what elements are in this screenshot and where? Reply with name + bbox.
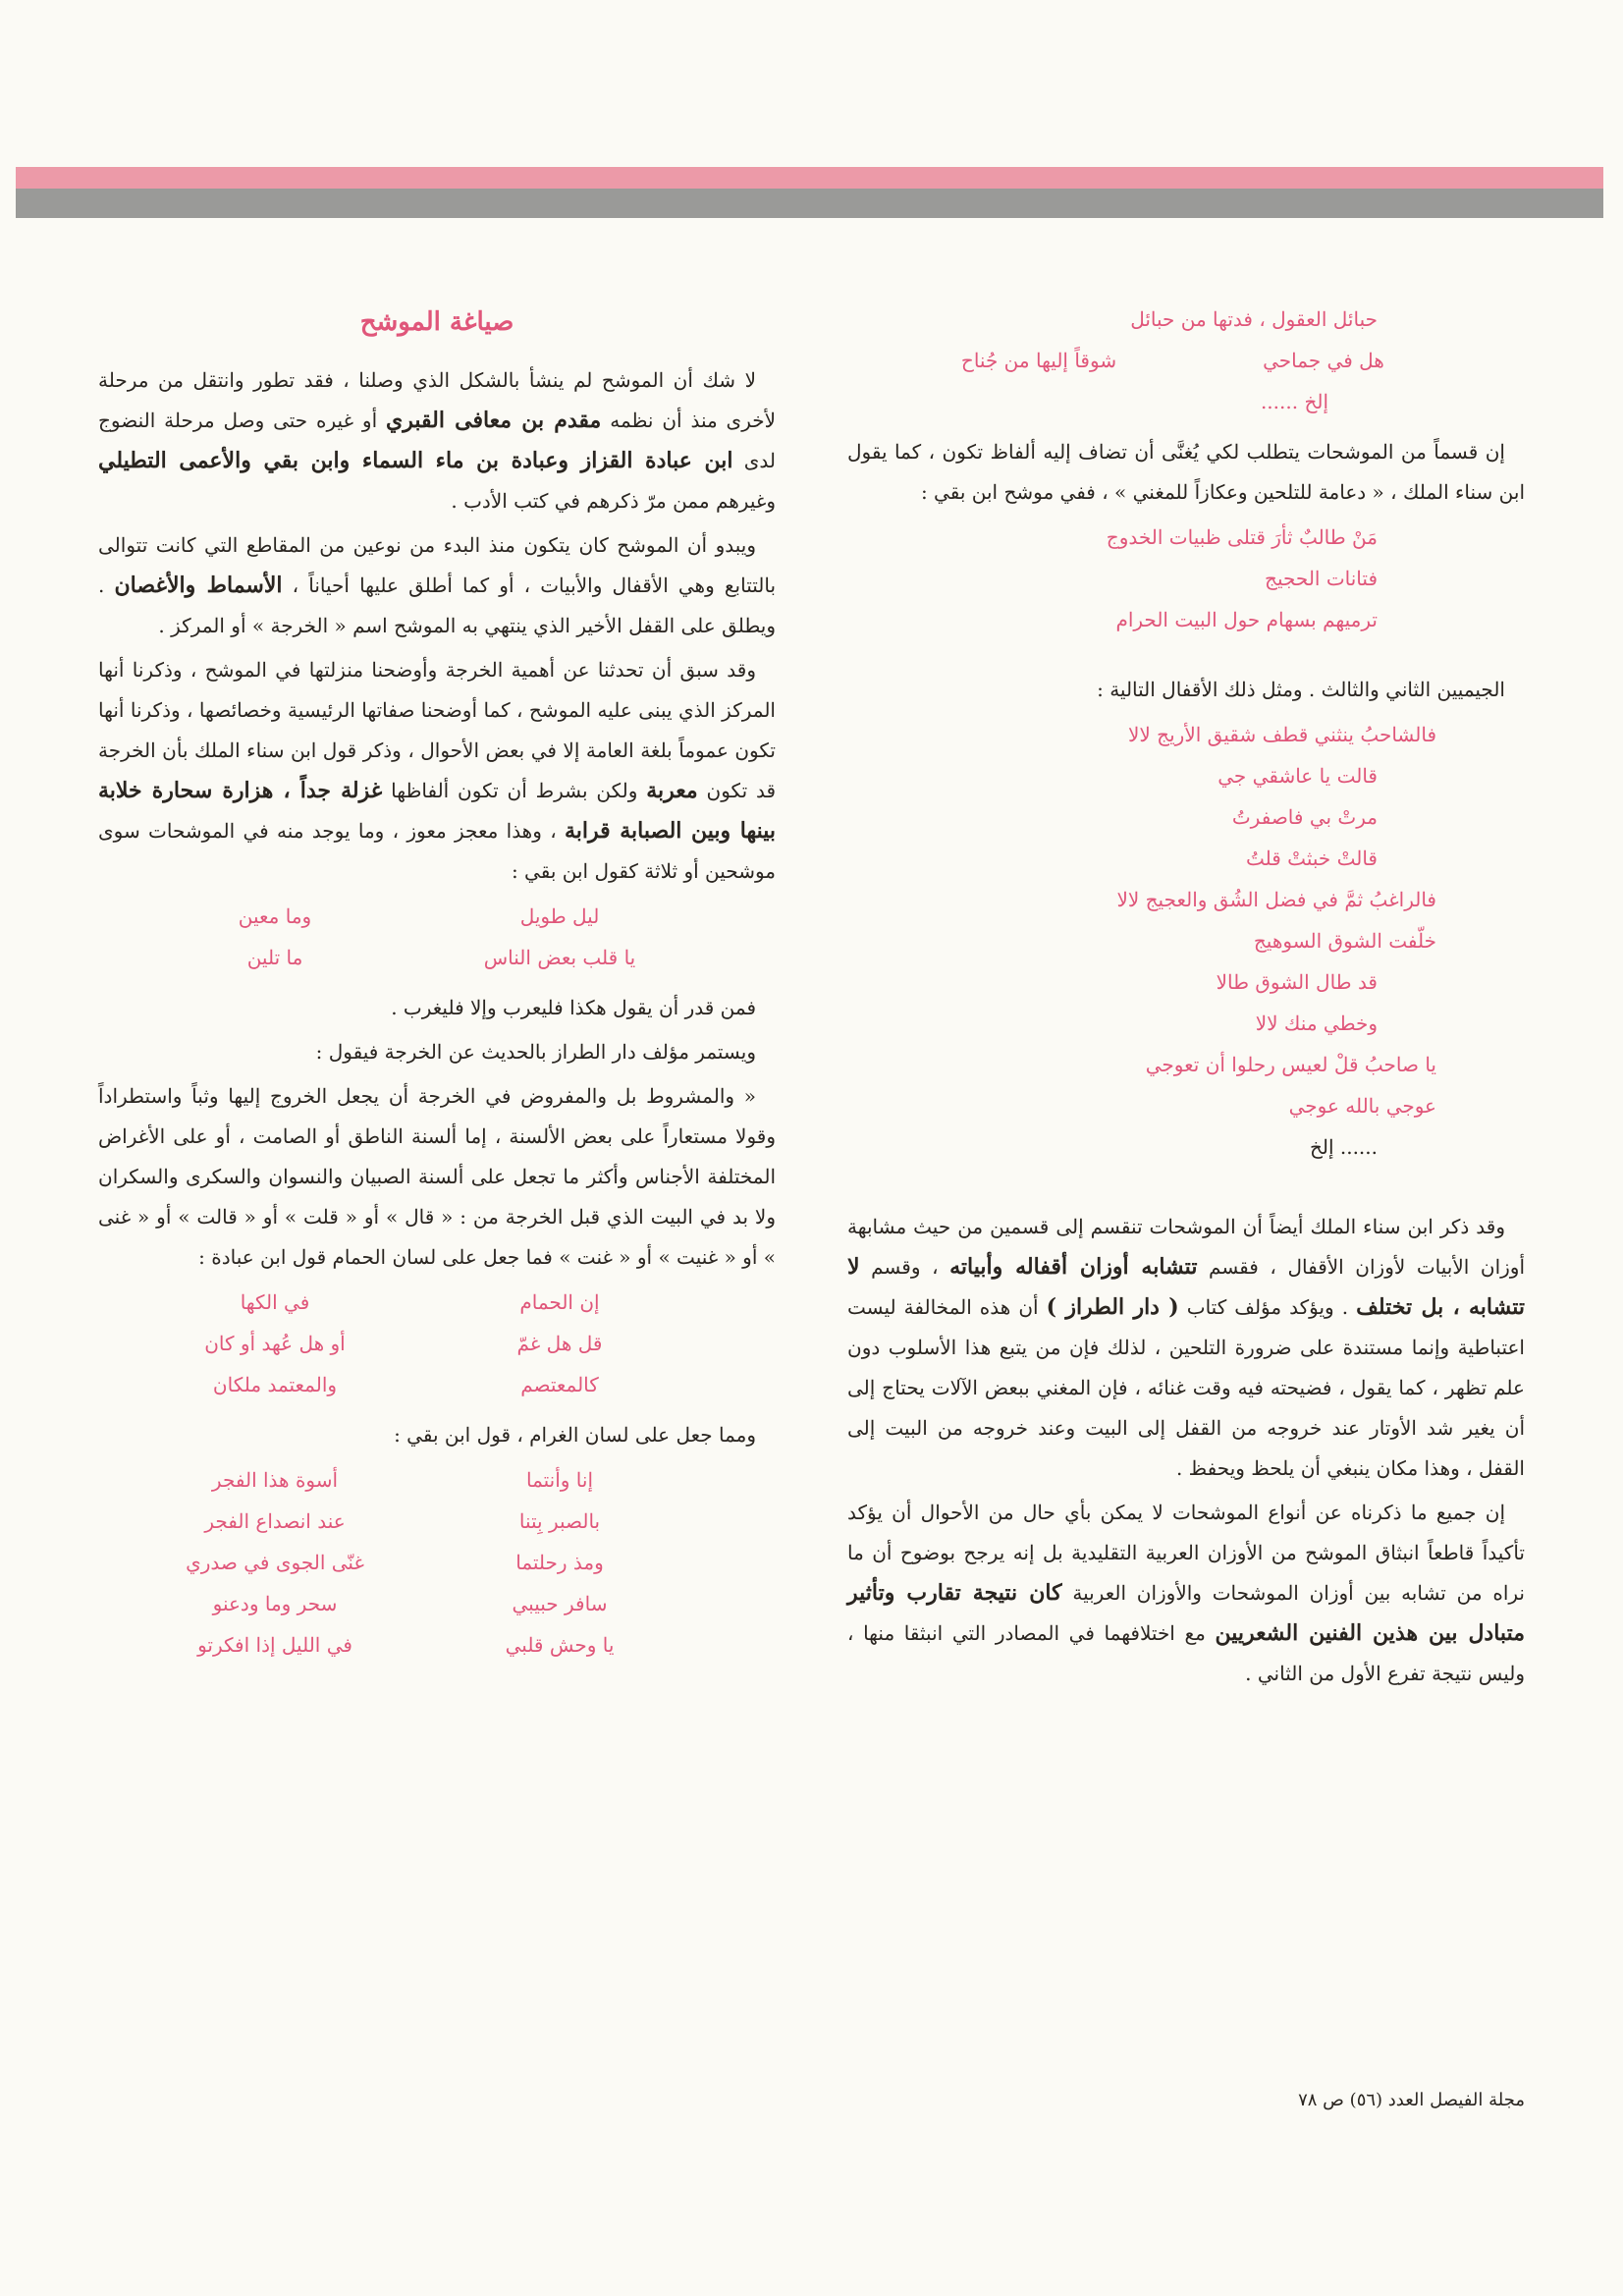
verse-hemistich: قل هل غمّ <box>516 1332 603 1355</box>
verse-hemistich: كالمعتصم <box>520 1373 599 1396</box>
verse-hemistich: والمعتمد ملكان <box>212 1373 338 1396</box>
verse-1 <box>847 299 1525 422</box>
verse-line: قالت يا عاشقي جي <box>1217 764 1378 788</box>
page-footer: مجلة الفيصل العدد (٥٦) ص ٧٨ <box>1298 2090 1525 2110</box>
verse-line: فالشاحبُ ينثني قطف شقيق الأريج لالا <box>1128 723 1436 746</box>
paragraph: فمن قدر أن يقول هكذا فليعرب وإلا فليغرب . <box>391 996 756 1019</box>
verse-hemistich: ليل طويل <box>519 904 600 928</box>
paragraph: الجيميين الثاني والثالث . ومثل ذلك الأقفال التالية : <box>1097 678 1505 701</box>
verse-hemistich: في الليل إذا افكرتو <box>197 1633 352 1657</box>
verse-hemistich: عند انصداع الفجر <box>204 1509 346 1533</box>
verse-line: خلّفت الشوق السوهيج <box>1253 929 1436 953</box>
bold-phrase: غزلة جداً ، هزارة سحارة خلابة بينها وبين الصبابة قرابة <box>98 778 776 844</box>
bold-phrase: الأسماط والأغصان <box>114 573 283 598</box>
verse-hemistich: أسوة هذا الفجر <box>211 1468 339 1492</box>
section-title: صياغة الموشح <box>359 307 514 337</box>
paragraph: ومما جعل على لسان الغرام ، قول ابن بقي : <box>394 1423 756 1447</box>
left-column <box>98 295 776 1675</box>
verse-line: مرتْ بي فاصفرتُ <box>1231 805 1378 829</box>
verse-6 <box>98 1459 776 1666</box>
bold-phrase: مقدم بن معافى القبري <box>386 408 602 433</box>
verse-line: إلخ ...... <box>1260 390 1328 413</box>
bold-phrase: كان نتيجة تقارب وتأثير متبادل بين هذين الفنين الشعريين <box>847 1580 1525 1646</box>
verse-line: ترميهم بسهام حول البيت الحرام <box>1115 608 1378 631</box>
bold-phrase: ( دار الطراز ) <box>1046 1294 1179 1320</box>
header-band-gray <box>16 189 1603 218</box>
verse-hemistich: إن الحمام <box>519 1290 600 1314</box>
verse-hemistich: سافر حبيبي <box>512 1592 608 1615</box>
verse-5 <box>98 1282 776 1405</box>
verse-line: قد طال الشوق طالا <box>1216 970 1378 994</box>
bold-phrase: ابن عبادة القزاز وعبادة بن ماء السماء وابن بقي والأعمى التطيلي <box>98 448 733 473</box>
paragraph: وقد ذكر ابن سناء الملك أيضاً أن الموشحات تنقسم إلى قسمين من حيث مشابهة أوزان الأبيات لأوزان الأقفال ، فقسم تتشابه أوزان أقفاله وأبياته ، وقسم لا تتشابه ، بل تختلف . ويؤكد مؤلف كتاب ( دار الطراز ) أن هذه المخالفة ليست اعتباطية وإنما مستندة على ضرورة التلحين ، لذلك فإن من يتبع هذا الأسلوب دون علم تظهر ، كما يقول ، فضيحته فيه وقت غنائه ، فإن المغني ببعض الآلات يحتاج إلى أن يغير شد الأوتار عند خروجه من القفل إلى البيت وعند خروجه من البيت إلى القفل ، وهذا مكان ينبغي أن يلحظ ويحفظ . <box>847 1215 1526 1480</box>
verse-line: يا صاحبُ قلْ لعيس رحلوا أن تعوجي <box>1145 1053 1436 1076</box>
verse-hemistich: أو هل عُهد أو كان <box>204 1332 346 1355</box>
verse-2 <box>847 517 1525 640</box>
verse-hemistich: إنا وأنتما <box>525 1468 594 1492</box>
verse-hemistich: بالصبر بِتنا <box>518 1509 601 1533</box>
verse-line: قالتْ خبثتْ قلتُ <box>1246 847 1378 870</box>
verse-line: ...... إلخ <box>1309 1135 1378 1159</box>
header-band-pink <box>16 167 1603 189</box>
verse-line: وخطي منك لالا <box>1255 1011 1378 1035</box>
paragraph: إن جميع ما ذكرناه عن أنواع الموشحات لا يمكن بأي حال من الأحوال أن يؤكد تأكيداً قاطعاً انبثاق الموشح من الأوزان العربية التقليدية بل إنه يرجح بوضوح أن ما نراه من تشابه بين أوزان الموشحات والأوزان العربية كان نتيجة تقارب وتأثير متبادل بين هذين الفنين الشعريين مع اختلافهما في المصادر التي انبثقا منها ، وليس نتيجة تفرع الأول من الثاني . <box>847 1501 1525 1685</box>
verse-line: حبائل العقول ، فدتها من حبائل <box>1130 307 1378 331</box>
bold-phrase: تتشابه أوزان أقفاله وأبياته <box>949 1254 1198 1280</box>
verse-hemistich: وما معين <box>238 904 312 928</box>
verse-hemistich: سحر وما ودعنو <box>212 1592 338 1615</box>
verse-line: عوجي بالله عوجي <box>1288 1094 1436 1118</box>
verse-line: فتانات الحجيج <box>1265 567 1378 590</box>
bold-phrase: لا تتشابه ، بل تختلف <box>847 1254 1526 1320</box>
verse-3 <box>847 714 1525 1168</box>
verse-hemistich: غنّى الجوى في صدري <box>186 1551 364 1574</box>
paragraph: ويبدو أن الموشح كان يتكون منذ البدء من نوعين من المقاطع التي كانت تتوالى بالتتابع وهي الأقفال والأبيات ، أو كما أطلق عليها أحياناً ، الأسماط والأغصان . ويطلق على القفل الأخير الذي ينتهي به الموشح اسم « الخرجة » أو المركز . <box>98 533 777 637</box>
verse-4 <box>98 896 776 978</box>
verse-hemistich: يا قلب بعض الناس <box>483 946 636 969</box>
verse-hemistich: هل في جماحي <box>1263 349 1384 372</box>
paragraph: « والمشروط بل والمفروض في الخرجة أن يجعل الخروج إليها وثباً واستطراداً وقولا مستعاراً على بعض الألسنة ، إما ألسنة الناطق أو الصامت ، أو على الأغراض المختلفة الأجناس وأكثر ما تجعل على ألسنة الصبيان والنسوان والسكرى والسكران ولا بد في البيت الذي قبل الخرجة من : « قال » أو « قلت » أو « قالت » أو « غنى » أو « غنيت » أو « غنت » فما جعل على لسان الحمام قول ابن عبادة : <box>98 1084 776 1269</box>
verse-line: فالراغبُ ثمَّ في فضل الشُق والعجيج لالا <box>1116 888 1436 911</box>
paragraph: وقد سبق أن تحدثنا عن أهمية الخرجة وأوضحنا منزلتها في الموشح ، وذكرنا أنها المركز الذي يبنى عليه الموشح ، كما أوضحنا صفاتها الرئيسية وخصائصها ، وذكرنا أنها تكون عموماً بلغة العامة إلا في بعض الأحوال ، وذكر قول ابن سناء الملك بأن الخرجة قد تكون معربة ولكن بشرط أن تكون ألفاظها غزلة جداً ، هزارة سحارة خلابة بينها وبين الصبابة قرابة ، وهذا معجز معوز ، وما يوجد منه في الموشحات سوى موشحين أو ثلاثة كقول ابن بقي : <box>98 658 777 883</box>
paragraph: إن قسماً من الموشحات يتطلب لكي يُغنَّى أن تضاف إليه ألفاظ تكون ، كما يقول ابن سناء الملك ، « دعامة للتلحين وعكازاً للمغني » ، ففي موشح ابن بقي : <box>847 440 1525 504</box>
bold-phrase: معربة <box>646 778 698 803</box>
paragraph: لا شك أن الموشح لم ينشأ بالشكل الذي وصلنا ، فقد تطور وانتقل من مرحلة لأخرى منذ أن نظمه مقدم بن معافى القبري أو غيره حتى وصل مرحلة النضوج لدى ابن عبادة القزاز وعبادة بن ماء السماء وابن بقي والأعمى التطيلي وغيرهم ممن مرّ ذكرهم في كتب الأدب . <box>98 368 777 513</box>
paragraph: ويستمر مؤلف دار الطراز بالحديث عن الخرجة فيقول : <box>315 1040 756 1064</box>
verse-hemistich: في الكها <box>240 1290 310 1314</box>
right-column <box>847 295 1525 1698</box>
verse-hemistich: يا وحش قلبي <box>505 1633 615 1657</box>
verse-hemistich: ما تلين <box>246 946 303 969</box>
verse-line: مَنْ طالبٌ ثأرَ قتلى ظبيات الخدوج <box>1106 525 1378 549</box>
verse-hemistich: شوقاً إليها من جُناح <box>960 349 1117 372</box>
verse-hemistich: ومذ رحلتما <box>515 1551 604 1574</box>
